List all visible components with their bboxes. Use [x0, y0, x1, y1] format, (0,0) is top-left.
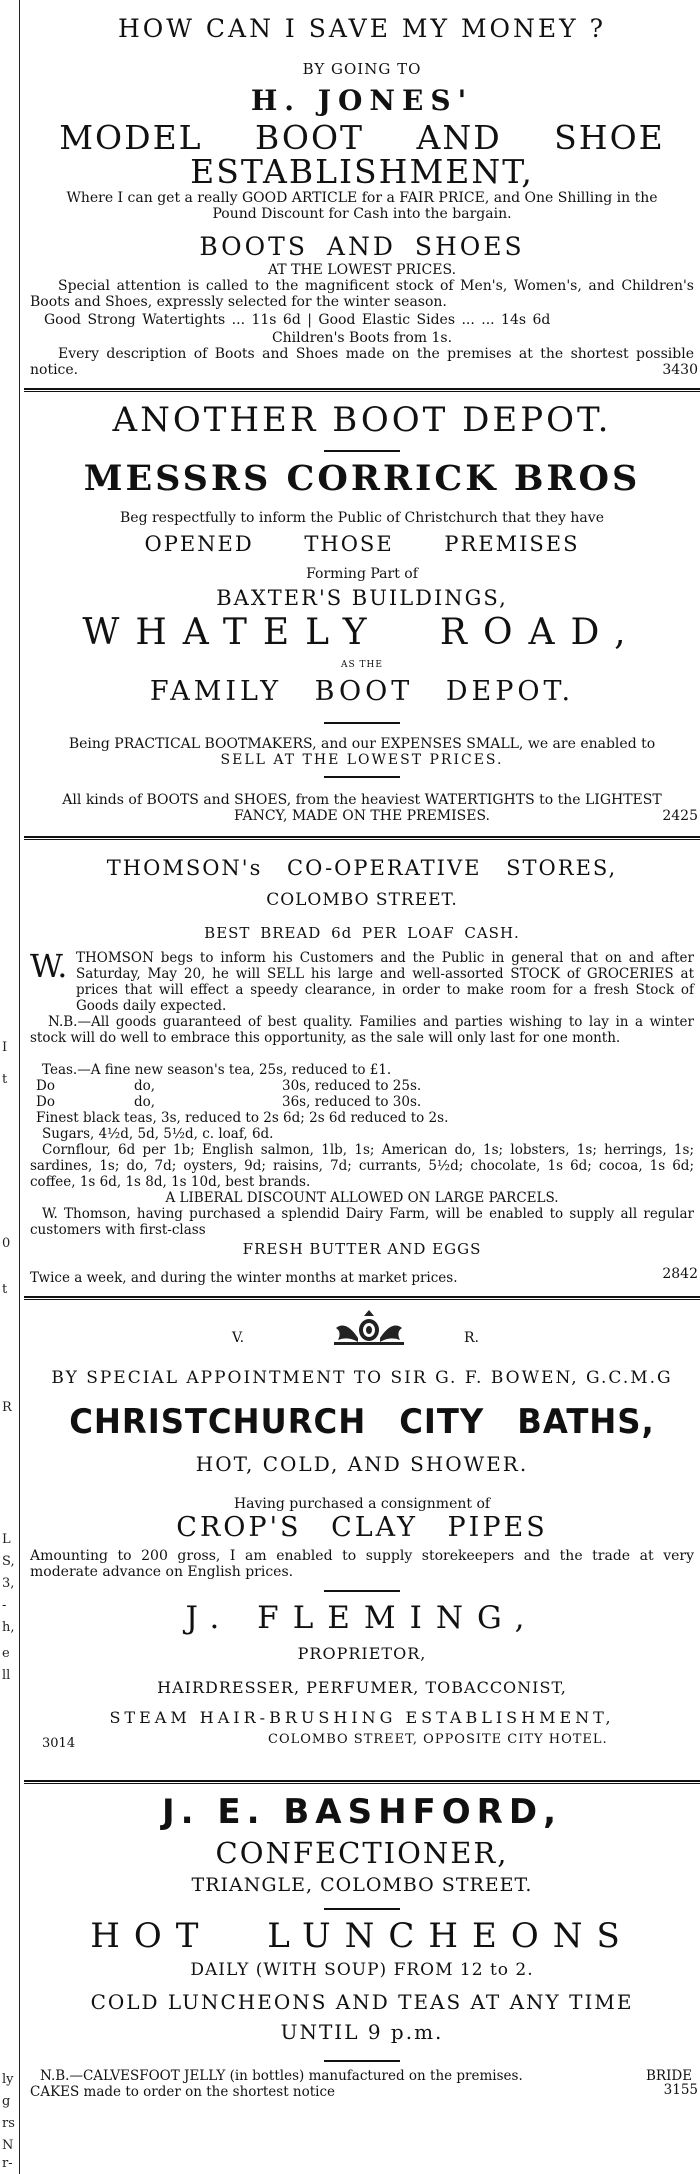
- ad-paragraph: N.B.—All goods guaranteed of best quality. Families and parties wishing to lay in a winter stock will do well to embrace this opportunity, as the sale will only last for one month.: [30, 1014, 694, 1046]
- ad-number: 2842: [662, 1266, 698, 1282]
- ad-paragraph: Amounting to 200 gross, I am enabled to supply storekeepers and the trade at very moderate advance on English prices.: [30, 1548, 694, 1580]
- short-rule: [324, 2060, 400, 2062]
- ad-title: CHRISTCHURCH CITY BATHS,: [69, 1402, 655, 1442]
- ad-jones: [24, 0, 700, 404]
- crest-letter-r: R.: [464, 1330, 479, 1346]
- ad-text: Children's Boots from 1s.: [271, 330, 453, 346]
- ad-text: All kinds of BOOTS and SHOES, from the heaviest WATERTIGHTS to the LIGHTEST: [62, 792, 662, 808]
- ad-headline: HOW CAN I SAVE MY MONEY ?: [117, 14, 607, 43]
- price-line: 36s, reduced to 30s.: [282, 1094, 422, 1110]
- left-gutter: [0, 0, 22, 2174]
- gutter-fragment: N: [2, 2138, 14, 2153]
- gutter-fragment: t: [2, 1072, 8, 1087]
- ad-number: 2425: [662, 808, 698, 824]
- ad-title: FAMILY BOOT DEPOT.: [149, 676, 575, 707]
- ad-title: CROP'S CLAY PIPES: [176, 1512, 548, 1543]
- ad-subline: BY GOING TO: [302, 60, 422, 78]
- ad-corrick: [24, 396, 700, 846]
- gutter-fragment: r-: [2, 2156, 13, 2171]
- drop-initial: W.: [30, 947, 68, 985]
- short-rule: [324, 450, 400, 452]
- ad-name: H. JONES': [250, 84, 474, 117]
- ad-divider: [24, 836, 700, 840]
- crest-letter-v: V.: [232, 1330, 245, 1346]
- ad-name: MESSRS CORRICK BROS: [83, 458, 641, 499]
- gutter-fragment: ll: [2, 1668, 11, 1683]
- ditto: do,: [134, 1094, 156, 1110]
- column-rule: [19, 0, 20, 2174]
- ad-text: Twice a week, and during the winter months at market prices.: [30, 1270, 458, 1286]
- ad-subline: BEST BREAD 6d PER LOAF CASH.: [204, 924, 520, 942]
- gutter-fragment: h,: [2, 1620, 15, 1635]
- ad-title: WHATELY ROAD,: [82, 612, 642, 653]
- ad-subhead: TRIANGLE, COLOMBO STREET.: [191, 1874, 533, 1896]
- ad-subhead: OPENED THOSE PREMISES: [144, 532, 580, 556]
- ad-subhead: UNTIL 9 p.m.: [280, 2020, 444, 2044]
- ad-headline: THOMSON's CO-OPERATIVE STORES,: [106, 856, 618, 880]
- ad-subline: COLOMBO STREET.: [266, 890, 458, 910]
- gutter-fragment: L: [2, 1532, 11, 1547]
- ad-subhead: BAXTER'S BUILDINGS,: [216, 586, 508, 610]
- ditto: Do: [36, 1078, 55, 1094]
- advertisement-column: [24, 0, 700, 2174]
- ad-subhead: BOOTS AND SHOES: [199, 232, 525, 261]
- ad-headline: BY SPECIAL APPOINTMENT TO SIR G. F. BOWEN, G.C.M.G: [51, 1368, 673, 1388]
- ad-text: Being PRACTICAL BOOTMAKERS, and our EXPENSES SMALL, we are enabled to: [68, 736, 656, 752]
- ad-subline: HAIRDRESSER, PERFUMER, TOBACCONIST,: [157, 1678, 567, 1697]
- gutter-fragment: e: [2, 1646, 10, 1661]
- ad-text: Having purchased a consignment of: [233, 1496, 491, 1512]
- royal-arms-icon: [324, 1310, 414, 1346]
- ad-text: N.B.—CALVESFOOT JELLY (in bottles) manufactured on the premises.: [40, 2068, 523, 2084]
- ad-paragraph: W. Thomson, having purchased a splendid Dairy Farm, will be enabled to supply all regular customers with first-class: [30, 1206, 694, 1238]
- ad-text: A LIBERAL DISCOUNT ALLOWED ON LARGE PARCELS.: [165, 1190, 559, 1206]
- ad-subhead: COLD LUNCHEONS AND TEAS AT ANY TIME: [90, 1990, 634, 2014]
- ad-text: SELL AT THE LOWEST PRICES.: [220, 752, 504, 768]
- price-line: Finest black teas, 3s, reduced to 2s 6d; 2s 6d reduced to 2s.: [36, 1110, 449, 1126]
- ad-thomson: [24, 846, 700, 1302]
- ad-text: AS THE: [341, 660, 383, 670]
- ad-name: J. E. BASHFORD,: [161, 1792, 562, 1832]
- ditto: Do: [36, 1094, 55, 1110]
- ad-divider: [24, 1780, 700, 1784]
- ad-name: J. FLEMING,: [185, 1600, 539, 1636]
- short-rule: [324, 776, 400, 778]
- ad-number: 3430: [662, 362, 698, 378]
- ditto: do,: [134, 1078, 156, 1094]
- ad-number: 3155: [663, 2082, 698, 2098]
- ad-subline: PROPRIETOR,: [297, 1644, 427, 1663]
- short-rule: [324, 722, 400, 724]
- ad-text: Beg respectfully to inform the Public of Christchurch that they have: [120, 510, 604, 526]
- gutter-fragment: R: [2, 1400, 12, 1415]
- ad-divider: [24, 388, 700, 392]
- short-rule: [324, 1908, 400, 1910]
- ad-address: COLOMBO STREET, OPPOSITE CITY HOTEL.: [268, 1732, 608, 1747]
- ad-text: AT THE LOWEST PRICES.: [267, 262, 457, 278]
- ad-subline: STEAM HAIR-BRUSHING ESTABLISHMENT,: [109, 1708, 615, 1727]
- ad-title: CONFECTIONER,: [215, 1836, 509, 1870]
- gutter-fragment: 0: [2, 1236, 11, 1251]
- ad-text: BRIDE: [646, 2068, 693, 2084]
- ad-text: CAKES made to order on the shortest notice: [30, 2084, 336, 2100]
- price-line: 30s, reduced to 25s.: [282, 1078, 422, 1094]
- gutter-fragment: g: [2, 2094, 11, 2109]
- ad-paragraph: THOMSON begs to inform his Customers and the Public in general that on and after Saturday, May 20, he will SELL his large and well-assorted STOCK of GROCERIES at prices that will effect a speedy clearance, in order to make room for a fresh Stock of Goods daily expected.: [76, 950, 694, 1014]
- price-line: Teas.—A fine new season's tea, 25s, reduced to £1.: [42, 1062, 392, 1078]
- gutter-fragment: ly: [2, 2072, 14, 2087]
- ad-divider: [24, 1296, 700, 1300]
- gutter-fragment: -: [2, 1598, 7, 1613]
- ad-text: Forming Part of: [306, 566, 418, 582]
- gutter-fragment: t: [2, 1282, 8, 1297]
- ad-subhead: HOT, COLD, AND SHOWER.: [195, 1452, 529, 1476]
- ad-text: Pound Discount for Cash into the bargain.: [212, 206, 512, 222]
- gutter-fragment: I: [2, 1040, 8, 1055]
- ad-text: Where I can get a really GOOD ARTICLE for a FAIR PRICE, and One Shilling in the: [66, 190, 658, 206]
- ad-title: MODEL BOOT AND SHOE: [59, 118, 665, 157]
- ad-text: FANCY, MADE ON THE PREMISES.: [233, 808, 491, 824]
- ad-number: 3014: [42, 1736, 76, 1751]
- ad-bashford: [24, 1788, 700, 2174]
- gutter-fragment: 3,: [2, 1576, 15, 1591]
- ad-headline: ANOTHER BOOT DEPOT.: [112, 400, 612, 440]
- price-line: Sugars, 4½d, 5d, 5½d, c. loaf, 6d.: [42, 1126, 274, 1142]
- ad-fleming: [24, 1304, 700, 1784]
- gutter-fragment: rs: [2, 2116, 15, 2131]
- ad-paragraph: Every description of Boots and Shoes made on the premises at the shortest possible notice.: [30, 346, 694, 378]
- ad-paragraph: Special attention is called to the magnificent stock of Men's, Women's, and Children's Boots and Shoes, expressly selected for the winter season.: [30, 278, 694, 310]
- ad-subline: DAILY (WITH SOUP) FROM 12 to 2.: [190, 1960, 534, 1980]
- ad-paragraph: Cornflour, 6d per 1b; English salmon, 1lb, 1s; American do, 1s; lobsters, 1s; herrings, 1s; sardines, 1s; do, 7d; oysters, 9d; raisins, 7d; currants, 5½d; chocolate, 1s 6d; cocoa, 1s 6d; coffee, 1s 6d, 1s 8d, 1s 10d, best brands.: [30, 1142, 694, 1190]
- ad-title: ESTABLISHMENT,: [190, 152, 534, 191]
- ad-subline: FRESH BUTTER AND EGGS: [242, 1240, 482, 1258]
- gutter-fragment: S,: [2, 1554, 15, 1569]
- price-line: Good Strong Watertights ... 11s 6d | Good Elastic Sides ... ... 14s 6d: [44, 312, 551, 328]
- ad-title: HOT LUNCHEONS: [90, 1916, 634, 1956]
- short-rule: [324, 1590, 400, 1592]
